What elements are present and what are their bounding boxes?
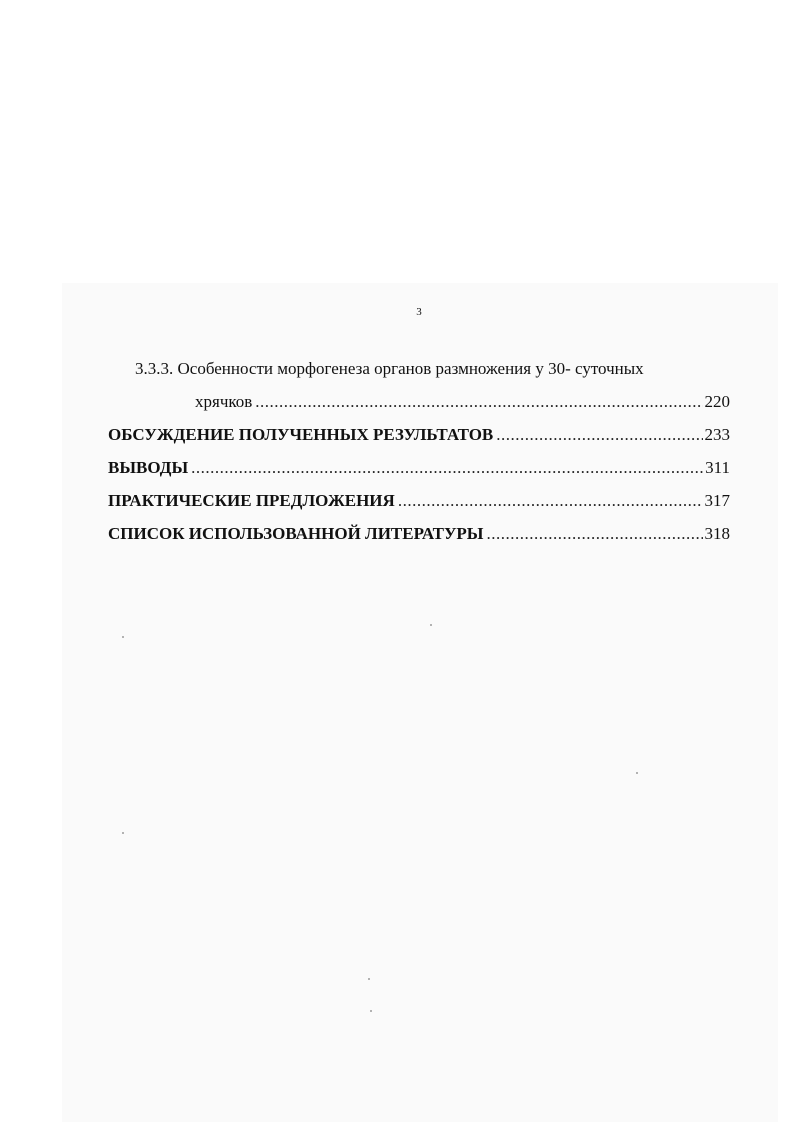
dot-leader <box>487 517 703 550</box>
toc-entry-title: ПРАКТИЧЕСКИЕ ПРЕДЛОЖЕНИЯ <box>108 491 395 510</box>
scan-speck <box>636 772 638 774</box>
toc-page-number: 233 <box>704 425 730 444</box>
toc-page-number: 220 <box>704 392 730 411</box>
dot-leader <box>191 451 703 484</box>
toc-entry-references <box>108 517 730 550</box>
toc-page-number: 317 <box>704 491 730 510</box>
toc-entry-recommendations <box>108 484 730 517</box>
toc-entry-title: ВЫВОДЫ <box>108 458 189 477</box>
toc-entry-conclusions <box>108 451 730 484</box>
page-number: 3 <box>416 306 422 318</box>
toc-entry-title: ОБСУЖДЕНИЕ ПОЛУЧЕННЫХ РЕЗУЛЬТАТОВ <box>108 425 494 444</box>
dot-leader <box>255 385 702 418</box>
scan-speck <box>122 832 124 834</box>
toc-subsection-title-continued: хрячков <box>195 392 253 411</box>
toc-subsection-line2 <box>108 385 730 418</box>
toc-page-number: 311 <box>705 458 730 477</box>
dot-leader <box>496 418 702 451</box>
scan-speck <box>430 624 432 626</box>
toc-page-number: 318 <box>704 524 730 543</box>
table-of-contents <box>108 352 730 550</box>
toc-subsection-title: 3.3.3. Особенности морфогенеза органов размножения у 30- суточных <box>135 359 644 378</box>
scan-speck <box>368 978 370 980</box>
toc-entry-title: СПИСОК ИСПОЛЬЗОВАННОЙ ЛИТЕРАТУРЫ <box>108 524 484 543</box>
dot-leader <box>398 484 703 517</box>
scan-speck <box>370 1010 372 1012</box>
scan-speck <box>122 636 124 638</box>
toc-entry-discussion <box>108 418 730 451</box>
toc-subsection-line1 <box>108 352 730 385</box>
